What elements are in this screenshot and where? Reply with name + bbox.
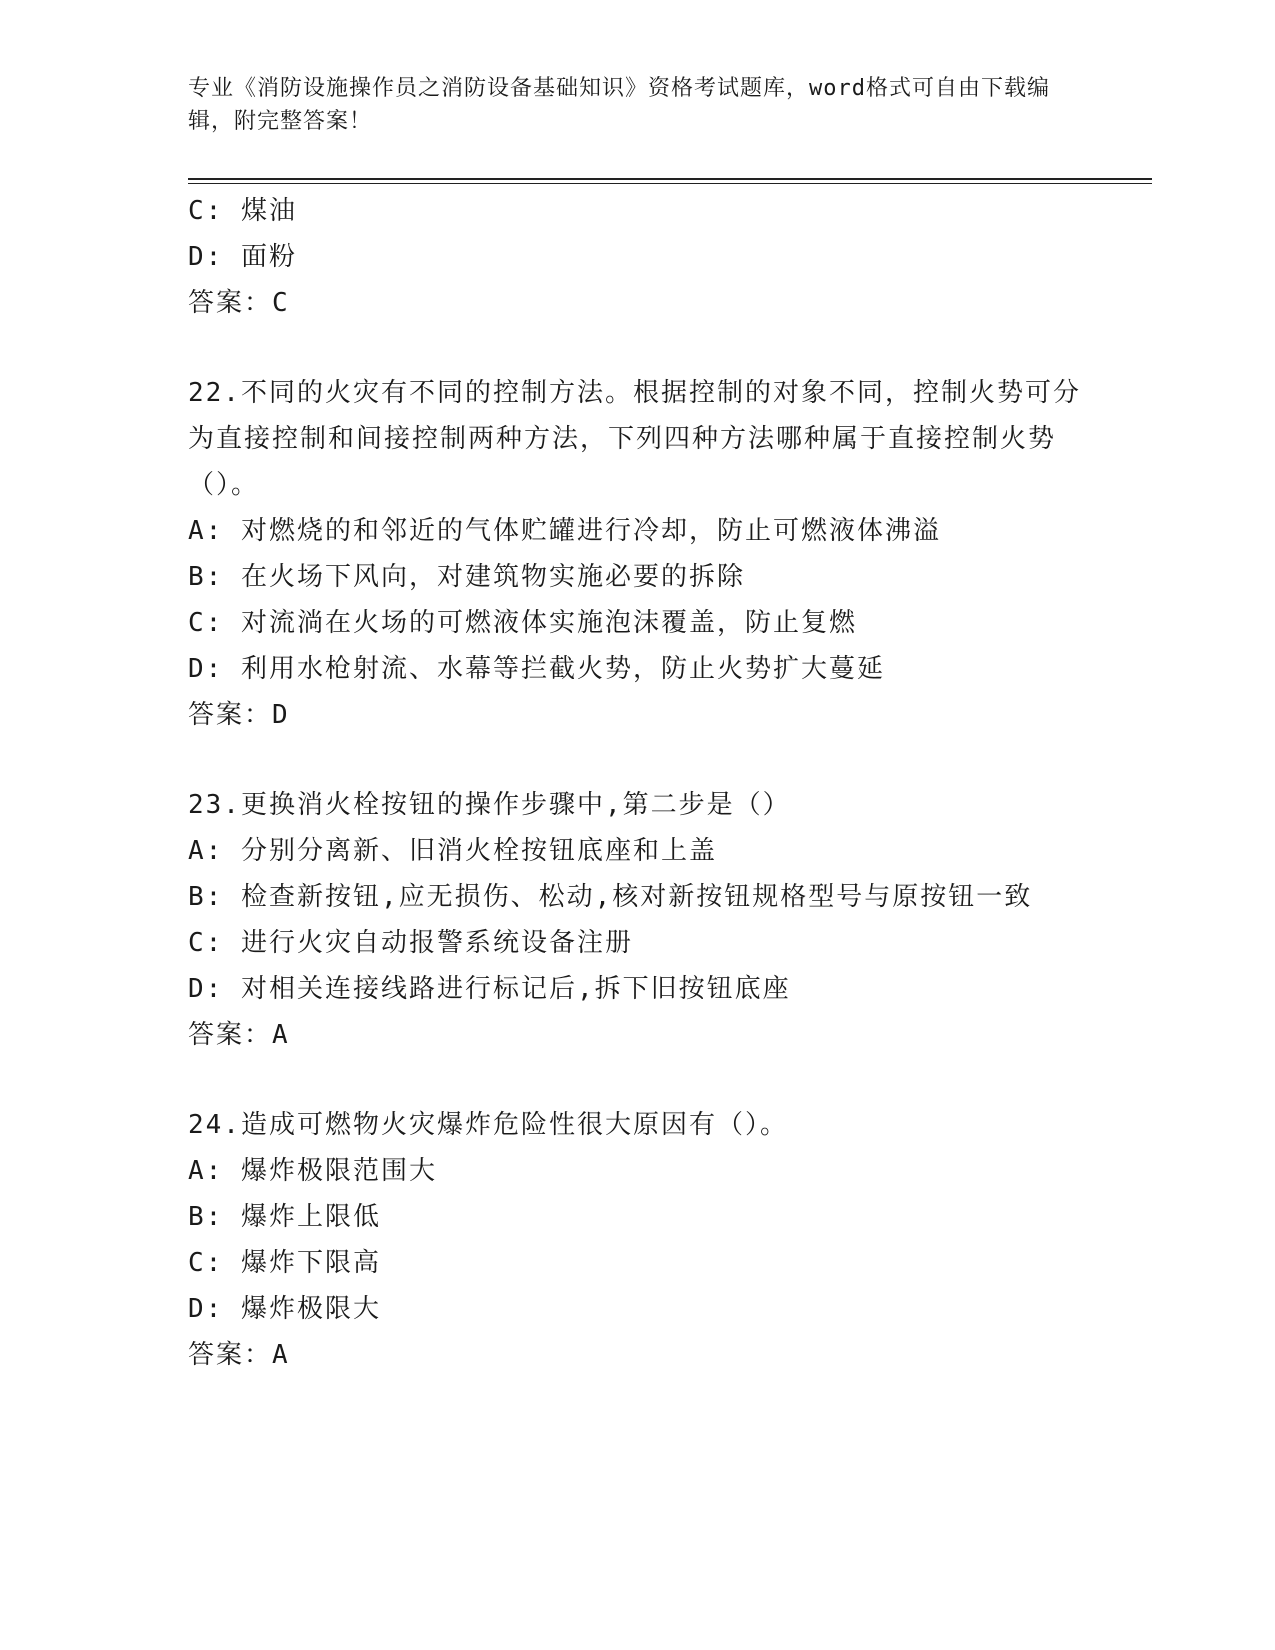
option-text: 利用水枪射流、水幕等拦截火势，防止火势扩大蔓延 [240, 654, 885, 684]
question-24 [188, 1102, 1088, 1378]
option-text: 爆炸极限大 [240, 1294, 381, 1324]
question-stem: 24.造成可燃物火灾爆炸危险性很大原因有（）。 [188, 1110, 788, 1140]
option-a [188, 828, 1088, 874]
option-b [188, 1194, 1088, 1240]
question-stem: 23.更换消火栓按钮的操作步骤中,第二步是（） [188, 790, 791, 820]
option-label: D: [188, 654, 224, 684]
option-c [188, 920, 1088, 966]
option-label: C: [188, 1248, 224, 1278]
option-c [188, 1240, 1088, 1286]
option-d [188, 966, 1088, 1012]
question-22 [188, 370, 1088, 738]
answer-line: 答案：A [188, 1020, 290, 1050]
option-d [188, 234, 1088, 280]
option-d [188, 1286, 1088, 1332]
previous-question-tail [188, 188, 1088, 326]
option-a [188, 508, 1088, 554]
option-label: A: [188, 836, 224, 866]
option-text: 分别分离新、旧消火栓按钮底座和上盖 [240, 836, 717, 866]
option-text: 爆炸上限低 [240, 1202, 381, 1232]
header-divider-thick [188, 178, 1152, 180]
option-text: 对相关连接线路进行标记后,拆下旧按钮底座 [240, 974, 791, 1004]
option-b [188, 874, 1088, 920]
option-text: 面粉 [240, 242, 297, 272]
option-label: A: [188, 1156, 224, 1186]
answer-line: 答案：C [188, 288, 290, 318]
option-label: D: [188, 974, 224, 1004]
option-label: B: [188, 562, 224, 592]
answer-line: 答案：A [188, 1340, 290, 1370]
option-text: 检查新按钮,应无损伤、松动,核对新按钮规格型号与原按钮一致 [240, 882, 1033, 912]
option-label: D: [188, 1294, 224, 1324]
header-divider-thin [188, 183, 1152, 184]
option-text: 爆炸极限范围大 [240, 1156, 437, 1186]
option-label: B: [188, 882, 224, 912]
option-text: 煤油 [240, 196, 297, 226]
document-header: 专业《消防设施操作员之消防设备基础知识》资格考试题库，word格式可自由下载编辑，附完整答案！ [188, 76, 1050, 134]
option-label: A: [188, 516, 224, 546]
option-text: 对燃烧的和邻近的气体贮罐进行冷却，防止可燃液体沸溢 [240, 516, 941, 546]
option-c [188, 600, 1088, 646]
option-label: B: [188, 1202, 224, 1232]
option-text: 爆炸下限高 [240, 1248, 381, 1278]
option-c [188, 188, 1088, 234]
option-text: 对流淌在火场的可燃液体实施泡沫覆盖，防止复燃 [240, 608, 857, 638]
option-label: C: [188, 928, 224, 958]
option-label: D: [188, 242, 224, 272]
option-text: 进行火灾自动报警系统设备注册 [240, 928, 633, 958]
option-b [188, 554, 1088, 600]
option-d [188, 646, 1088, 692]
option-label: C: [188, 196, 224, 226]
option-label: C: [188, 608, 224, 638]
option-text: 在火场下风向，对建筑物实施必要的拆除 [240, 562, 745, 592]
question-23 [188, 782, 1088, 1058]
question-stem: 22.不同的火灾有不同的控制方法。根据控制的对象不同，控制火势可分为直接控制和间接控制两种方法，下列四种方法哪种属于直接控制火势（）。 [188, 378, 1081, 500]
answer-line: 答案：D [188, 700, 290, 730]
option-a [188, 1148, 1088, 1194]
question-content [188, 188, 1088, 1378]
